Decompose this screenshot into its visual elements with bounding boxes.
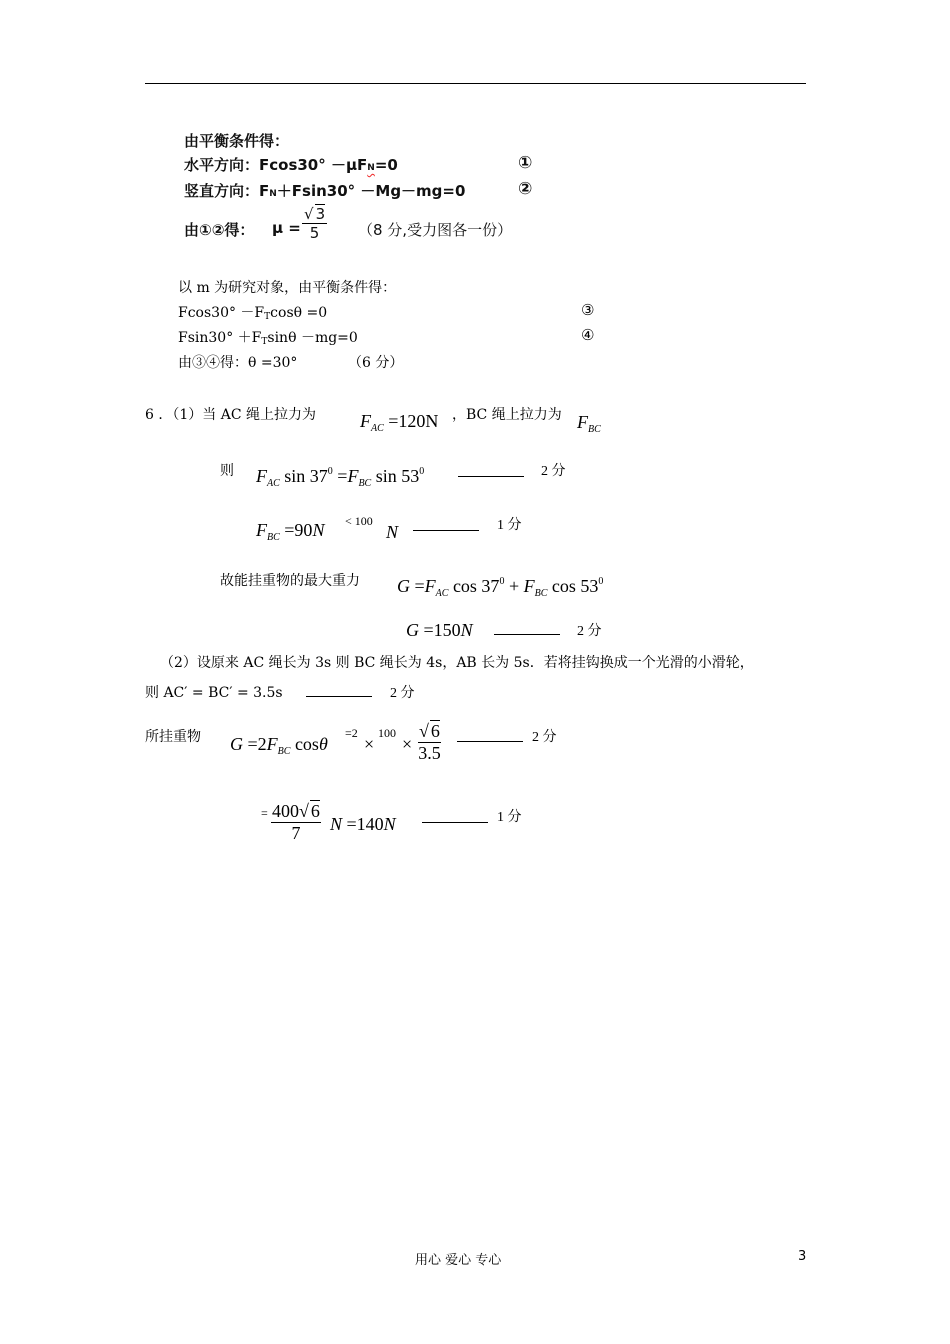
image-line-4-num: 3 (315, 205, 326, 223)
image-line-2-tail: =0 (374, 156, 398, 174)
q6-eq6-rest: N =140N (330, 814, 396, 834)
q6-eq6-fraction: 400√ 6 7 (272, 801, 320, 843)
q6-eq5-100: 100 (378, 726, 396, 740)
q6-eq2: $F_{BC} =90N$ (256, 520, 325, 543)
q6-eq4-blank (494, 634, 560, 635)
image-line-4-den: 5 (309, 224, 320, 242)
q6-eq2-unit: N (386, 522, 399, 542)
q6-eq3: $G =F_{AC}$ $\cos 37^0 + F_{BC}$ $\cos 53^0$ (397, 576, 604, 599)
q6-eq5-times2: × (402, 734, 413, 754)
q6-part2-line1: （2）设原来 AC 绳长为 3s 则 BC 绳长为 4s，AB 长为 5s．若将挂钩换成一个光滑的小滑轮， (160, 655, 754, 671)
block2-line-3-sub: T (261, 337, 268, 347)
q6-eq5: $G =2F_{BC}$ cosθ (230, 734, 328, 757)
q6-eq5-fraction: √ 6 3.5 (418, 721, 441, 763)
q6-eq6-score: 1 分 (497, 810, 522, 825)
header-rule (145, 83, 806, 84)
q6-eq5-score: 2 分 (532, 730, 557, 745)
block2-line-2-text: Fcos30° －F (178, 305, 265, 321)
image-line-3-tail: ＋Fsin30° －Mg－mg=0 (276, 182, 466, 200)
q6-part2-blank (306, 696, 372, 697)
q6-part2-line2: 则 AC′ = BC′ = 3.5s (145, 685, 283, 701)
q6-maxg: 故能挂重物的最大重力 (220, 573, 360, 589)
image-line-3-sub: N (269, 189, 277, 199)
q6-eq6-blank (422, 822, 488, 823)
q6-fac: $F_{AC} =120N$ (360, 411, 439, 434)
block2-mark-3: ③ (581, 301, 595, 319)
q6-ze: 则 (220, 463, 234, 479)
block2-line-3-text: Fsin30° ＋F (178, 330, 262, 346)
q6-eq2-score: 1 分 (497, 518, 522, 533)
image-line-4-note: （8 分,受力图各一份） (358, 221, 513, 239)
image-line-4-prefix: 由①②得： (184, 221, 255, 239)
image-line-2 (184, 154, 398, 175)
block2-line-4: 由③④得：θ =30° (178, 355, 298, 371)
block2-mark-4: ④ (581, 326, 595, 344)
block2-line-3 (178, 327, 358, 347)
page-number: 3 (798, 1249, 807, 1264)
image-mark-2: ② (518, 179, 533, 199)
q6-fac-value: =120N (388, 411, 439, 431)
q6-intro: 6 ．（1）当 AC 绳上拉力为 (145, 407, 316, 423)
image-line-1: 由平衡条件得： (184, 132, 290, 150)
q6-hang: 所挂重物 (145, 729, 201, 745)
q6-eq4: G =150N (406, 620, 473, 640)
q6-eq5-coef: =2 (345, 726, 358, 740)
block2-line-2-sub: T (264, 312, 271, 322)
q6-eq1-blank (458, 476, 524, 477)
q6-fbc: $F_{BC}$ (577, 412, 601, 435)
block2-line-2 (178, 302, 327, 322)
image-line-2-sub: N (367, 163, 375, 173)
image-line-3 (184, 180, 465, 201)
q6-part2-score: 2 分 (390, 686, 415, 701)
q6-eq2-lt: < 100 (345, 514, 373, 528)
footer-center: 用心 爱心 专心 (415, 1253, 502, 1268)
image-mark-1: ① (518, 153, 533, 173)
q6-eq1-score: 2 分 (541, 464, 566, 479)
block2-line-4-note: （6 分） (348, 355, 404, 371)
image-line-2-text: 水平方向：Fcos30° －μF (184, 156, 368, 174)
image-line-4-mu: μ = (272, 219, 301, 237)
q6-eq1: $F_{AC}$ $\sin 37^0 =F_{BC}$ $\sin 53^0$ (256, 466, 425, 489)
block2-line-1: 以 m 为研究对象，由平衡条件得： (178, 280, 397, 296)
q6-eq4-score: 2 分 (577, 624, 602, 639)
q6-eq5-blank (457, 741, 523, 742)
block2-line-2-tail: cosθ =0 (270, 305, 328, 321)
block2-line-3-tail: sinθ －mg=0 (267, 330, 358, 346)
q6-comma-text: ，BC 绳上拉力为 (452, 407, 562, 423)
image-line-4-fraction: √ 3 5 (304, 205, 326, 242)
q6-eq5-times1: × (364, 734, 375, 754)
q6-eq2-blank (413, 530, 479, 531)
image-line-4 (184, 205, 255, 239)
image-line-3-text: 竖直方向：F (184, 182, 270, 200)
q6-eq6-eq: = (261, 806, 268, 820)
